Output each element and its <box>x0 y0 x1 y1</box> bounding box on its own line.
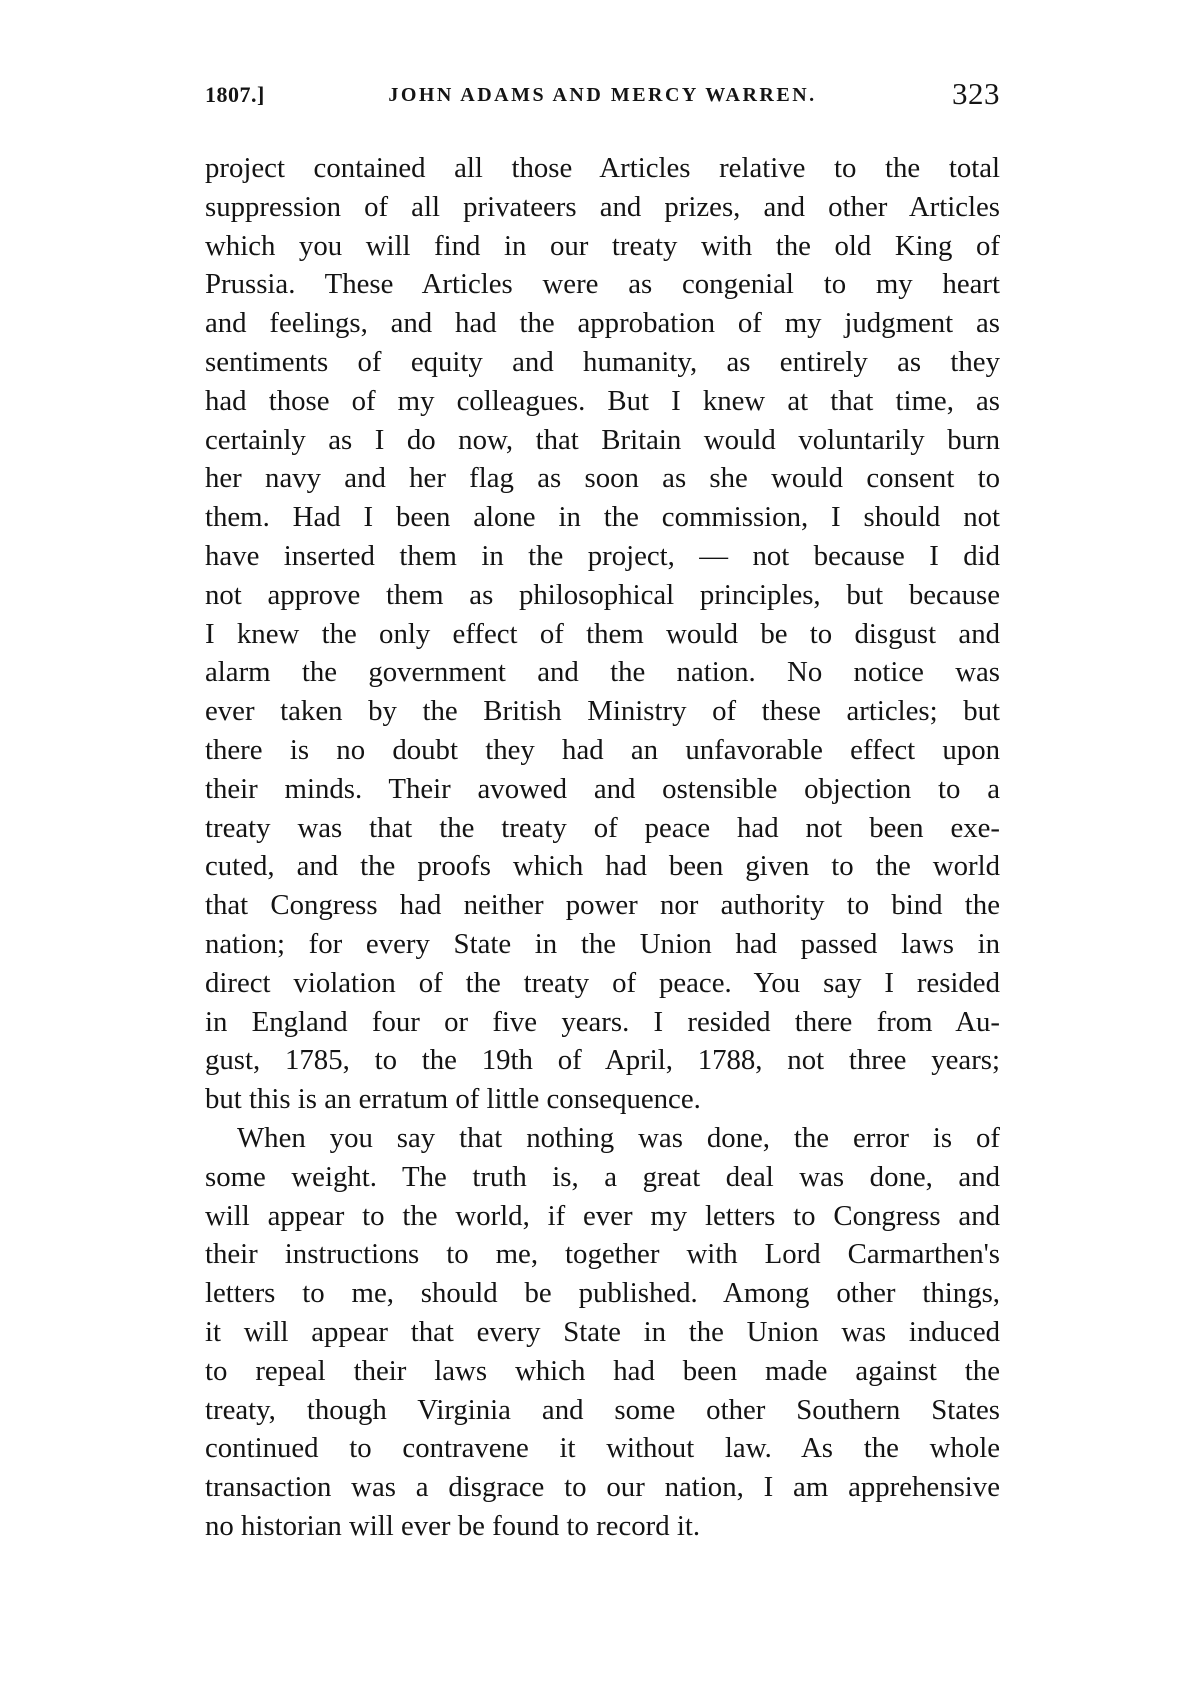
text-line: their minds. Their avowed and ostensible objection to a <box>205 772 1000 805</box>
header-title: JOHN ADAMS AND MERCY WARREN. <box>388 84 817 106</box>
body-text <box>205 149 1000 1546</box>
text-line: project contained all those Articles relative to the total <box>205 152 1000 184</box>
text-line: have inserted them in the project, — not because I did <box>205 539 1000 572</box>
text-line: their instructions to me, together with Lord Carmarthen's <box>205 1238 1000 1271</box>
text-line: alarm the government and the nation. No notice was <box>205 656 1000 689</box>
text-line: some weight. The truth is, a great deal was done, and <box>205 1160 1000 1193</box>
text-line: but this is an erratum of little consequence. <box>205 1083 701 1116</box>
text-line: continued to contravene it without law. As the whole <box>205 1432 1000 1465</box>
text-line: which you will find in our treaty with the old King of <box>205 229 1000 262</box>
text-line: nation; for every State in the Union had passed laws in <box>205 927 1000 960</box>
page-number: 323 <box>952 76 1000 111</box>
text-line: there is no doubt they had an unfavorable effect upon <box>205 733 1000 766</box>
paragraph-2 <box>205 1119 1000 1546</box>
text-line: transaction was a disgrace to our nation, I am apprehensive <box>205 1471 1000 1504</box>
text-line: had those of my colleagues. But I knew at that time, as <box>205 384 1000 417</box>
text-line: her navy and her flag as soon as she would consent to <box>205 462 1000 495</box>
text-line: I knew the only effect of them would be to disgust and <box>205 617 1000 650</box>
text-line: no historian will ever be found to record it. <box>205 1509 701 1542</box>
text-line: direct violation of the treaty of peace. You say I resided <box>205 966 1000 999</box>
text-line: gust, 1785, to the 19th of April, 1788, not three years; <box>205 1044 1000 1077</box>
text-line: treaty was that the treaty of peace had not been exe- <box>205 811 1000 844</box>
text-line: cuted, and the proofs which had been given to the world <box>205 850 1000 883</box>
text-line: letters to me, should be published. Among other things, <box>205 1277 1000 1310</box>
text-line: treaty, though Virginia and some other Southern States <box>205 1393 1000 1426</box>
text-line: them. Had I been alone in the commission, I should not <box>205 501 1000 534</box>
text-line: suppression of all privateers and prizes, and other Articles <box>205 190 1000 223</box>
paragraph-1 <box>205 149 1000 1119</box>
text-line: When you say that nothing was done, the error is of <box>237 1121 1000 1154</box>
text-line: sentiments of equity and humanity, as entirely as they <box>205 345 1000 378</box>
text-line: ever taken by the British Ministry of these articles; but <box>205 695 1000 728</box>
text-line: and feelings, and had the approbation of my judgment as <box>205 307 1000 340</box>
text-line: will appear to the world, if ever my letters to Congress and <box>205 1199 1000 1232</box>
text-line: certainly as I do now, that Britain would voluntarily burn <box>205 423 1000 456</box>
header-year: 1807.] <box>205 82 265 107</box>
text-line: not approve them as philosophical principles, but because <box>205 578 1000 611</box>
text-line: in England four or five years. I resided there from Au- <box>205 1005 1000 1038</box>
text-line: it will appear that every State in the Union was induced <box>205 1315 1000 1348</box>
text-line: to repeal their laws which had been made against the <box>205 1354 1000 1387</box>
text-line: that Congress had neither power nor authority to bind the <box>205 889 1000 922</box>
text-line: Prussia. These Articles were as congenial to my heart <box>205 268 1000 301</box>
running-header <box>205 76 1000 116</box>
